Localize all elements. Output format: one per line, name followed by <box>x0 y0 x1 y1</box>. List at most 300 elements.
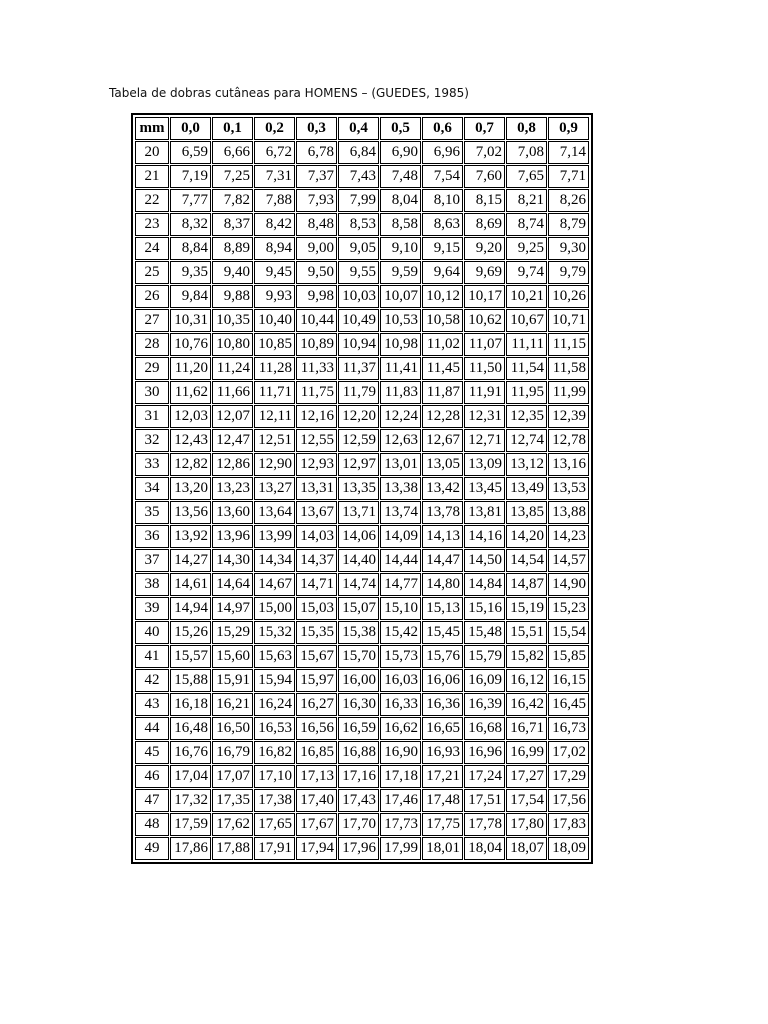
table-cell: 12,07 <box>212 405 253 428</box>
table-cell: 17,35 <box>212 789 253 812</box>
table-cell: 10,76 <box>170 333 211 356</box>
table-cell: 11,87 <box>422 381 463 404</box>
table-cell: 12,78 <box>548 429 589 452</box>
table-cell: 14,03 <box>296 525 337 548</box>
table-cell: 11,71 <box>254 381 295 404</box>
table-cell: 11,66 <box>212 381 253 404</box>
table-cell: 6,84 <box>338 141 379 164</box>
table-cell: 14,27 <box>170 549 211 572</box>
table-cell: 17,99 <box>380 837 421 860</box>
table-cell: 17,04 <box>170 765 211 788</box>
table-cell: 16,24 <box>254 693 295 716</box>
table-cell: 7,54 <box>422 165 463 188</box>
table-row <box>135 549 589 572</box>
row-label-mm: 38 <box>135 573 169 596</box>
table-cell: 13,99 <box>254 525 295 548</box>
table-cell: 12,55 <box>296 429 337 452</box>
table-cell: 13,42 <box>422 477 463 500</box>
table-cell: 8,26 <box>548 189 589 212</box>
table-cell: 13,45 <box>464 477 505 500</box>
column-header-mm: mm <box>135 117 169 140</box>
table-cell: 8,21 <box>506 189 547 212</box>
table-cell: 11,11 <box>506 333 547 356</box>
table-cell: 15,94 <box>254 669 295 692</box>
table-cell: 8,10 <box>422 189 463 212</box>
row-label-mm: 31 <box>135 405 169 428</box>
table-cell: 11,07 <box>464 333 505 356</box>
table-cell: 17,43 <box>338 789 379 812</box>
table-cell: 17,73 <box>380 813 421 836</box>
table-cell: 14,47 <box>422 549 463 572</box>
column-header-decimal: 0,6 <box>422 117 463 140</box>
table-cell: 17,56 <box>548 789 589 812</box>
table-cell: 12,20 <box>338 405 379 428</box>
table-cell: 15,73 <box>380 645 421 668</box>
table-cell: 16,90 <box>380 741 421 764</box>
table-cell: 7,31 <box>254 165 295 188</box>
column-header-decimal: 0,8 <box>506 117 547 140</box>
table-cell: 14,44 <box>380 549 421 572</box>
row-label-mm: 26 <box>135 285 169 308</box>
table-row <box>135 477 589 500</box>
table-cell: 16,79 <box>212 741 253 764</box>
row-label-mm: 39 <box>135 597 169 620</box>
table-row <box>135 453 589 476</box>
table-row <box>135 237 589 260</box>
table-row <box>135 621 589 644</box>
table-cell: 7,25 <box>212 165 253 188</box>
row-label-mm: 34 <box>135 477 169 500</box>
table-cell: 16,36 <box>422 693 463 716</box>
table-cell: 15,51 <box>506 621 547 644</box>
column-header-decimal: 0,4 <box>338 117 379 140</box>
table-cell: 10,07 <box>380 285 421 308</box>
table-row <box>135 189 589 212</box>
table-cell: 17,80 <box>506 813 547 836</box>
table-cell: 9,35 <box>170 261 211 284</box>
table-cell: 16,68 <box>464 717 505 740</box>
table-cell: 17,59 <box>170 813 211 836</box>
table-cell: 10,58 <box>422 309 463 332</box>
table-cell: 8,48 <box>296 213 337 236</box>
table-cell: 16,12 <box>506 669 547 692</box>
table-cell: 15,54 <box>548 621 589 644</box>
column-header-decimal: 0,2 <box>254 117 295 140</box>
table-cell: 17,67 <box>296 813 337 836</box>
table-cell: 13,53 <box>548 477 589 500</box>
table-cell: 17,91 <box>254 837 295 860</box>
table-cell: 17,13 <box>296 765 337 788</box>
table-cell: 16,45 <box>548 693 589 716</box>
skinfold-table-frame <box>131 113 593 864</box>
table-cell: 11,58 <box>548 357 589 380</box>
table-cell: 10,89 <box>296 333 337 356</box>
row-label-mm: 45 <box>135 741 169 764</box>
row-label-mm: 22 <box>135 189 169 212</box>
table-cell: 7,37 <box>296 165 337 188</box>
table-cell: 7,77 <box>170 189 211 212</box>
table-cell: 16,88 <box>338 741 379 764</box>
table-cell: 7,71 <box>548 165 589 188</box>
table-cell: 7,43 <box>338 165 379 188</box>
column-header-decimal: 0,9 <box>548 117 589 140</box>
table-cell: 6,72 <box>254 141 295 164</box>
table-cell: 16,30 <box>338 693 379 716</box>
table-row <box>135 669 589 692</box>
table-cell: 12,39 <box>548 405 589 428</box>
table-cell: 8,69 <box>464 213 505 236</box>
table-body <box>135 141 589 860</box>
table-cell: 16,18 <box>170 693 211 716</box>
table-cell: 8,89 <box>212 237 253 260</box>
table-cell: 14,06 <box>338 525 379 548</box>
table-cell: 12,82 <box>170 453 211 476</box>
table-cell: 14,13 <box>422 525 463 548</box>
table-cell: 15,85 <box>548 645 589 668</box>
table-cell: 15,76 <box>422 645 463 668</box>
table-cell: 12,51 <box>254 429 295 452</box>
table-cell: 14,50 <box>464 549 505 572</box>
row-label-mm: 28 <box>135 333 169 356</box>
table-row <box>135 381 589 404</box>
row-label-mm: 30 <box>135 381 169 404</box>
table-cell: 9,40 <box>212 261 253 284</box>
table-cell: 14,30 <box>212 549 253 572</box>
table-cell: 8,32 <box>170 213 211 236</box>
table-cell: 11,45 <box>422 357 463 380</box>
column-header-decimal: 0,1 <box>212 117 253 140</box>
table-cell: 10,71 <box>548 309 589 332</box>
table-cell: 16,39 <box>464 693 505 716</box>
table-cell: 15,23 <box>548 597 589 620</box>
column-header-decimal: 0,7 <box>464 117 505 140</box>
table-cell: 10,53 <box>380 309 421 332</box>
table-cell: 15,60 <box>212 645 253 668</box>
table-cell: 15,26 <box>170 621 211 644</box>
table-cell: 7,02 <box>464 141 505 164</box>
table-row <box>135 813 589 836</box>
table-row <box>135 693 589 716</box>
table-cell: 13,09 <box>464 453 505 476</box>
table-cell: 16,65 <box>422 717 463 740</box>
table-cell: 9,20 <box>464 237 505 260</box>
row-label-mm: 47 <box>135 789 169 812</box>
table-cell: 11,91 <box>464 381 505 404</box>
table-cell: 17,54 <box>506 789 547 812</box>
table-cell: 14,54 <box>506 549 547 572</box>
table-cell: 11,54 <box>506 357 547 380</box>
table-cell: 15,45 <box>422 621 463 644</box>
table-cell: 13,60 <box>212 501 253 524</box>
row-label-mm: 20 <box>135 141 169 164</box>
table-cell: 8,42 <box>254 213 295 236</box>
table-cell: 17,46 <box>380 789 421 812</box>
row-label-mm: 21 <box>135 165 169 188</box>
table-cell: 13,12 <box>506 453 547 476</box>
table-row <box>135 765 589 788</box>
table-cell: 10,49 <box>338 309 379 332</box>
table-cell: 12,86 <box>212 453 253 476</box>
table-cell: 14,94 <box>170 597 211 620</box>
row-label-mm: 23 <box>135 213 169 236</box>
table-cell: 13,35 <box>338 477 379 500</box>
table-cell: 16,99 <box>506 741 547 764</box>
table-cell: 17,51 <box>464 789 505 812</box>
table-cell: 16,00 <box>338 669 379 692</box>
table-cell: 15,70 <box>338 645 379 668</box>
table-cell: 16,15 <box>548 669 589 692</box>
table-cell: 17,24 <box>464 765 505 788</box>
table-cell: 7,93 <box>296 189 337 212</box>
table-cell: 9,00 <box>296 237 337 260</box>
table-cell: 8,53 <box>338 213 379 236</box>
table-cell: 17,16 <box>338 765 379 788</box>
table-cell: 14,67 <box>254 573 295 596</box>
table-cell: 11,41 <box>380 357 421 380</box>
table-cell: 15,67 <box>296 645 337 668</box>
row-label-mm: 40 <box>135 621 169 644</box>
table-cell: 9,15 <box>422 237 463 260</box>
column-header-decimal: 0,3 <box>296 117 337 140</box>
table-cell: 14,61 <box>170 573 211 596</box>
table-cell: 8,84 <box>170 237 211 260</box>
table-cell: 15,97 <box>296 669 337 692</box>
table-cell: 15,57 <box>170 645 211 668</box>
table-cell: 11,95 <box>506 381 547 404</box>
table-cell: 14,20 <box>506 525 547 548</box>
table-cell: 17,21 <box>422 765 463 788</box>
table-cell: 9,74 <box>506 261 547 284</box>
table-cell: 7,19 <box>170 165 211 188</box>
table-cell: 15,63 <box>254 645 295 668</box>
table-cell: 9,64 <box>422 261 463 284</box>
table-cell: 10,17 <box>464 285 505 308</box>
table-cell: 17,02 <box>548 741 589 764</box>
table-cell: 16,06 <box>422 669 463 692</box>
table-row <box>135 333 589 356</box>
table-cell: 16,03 <box>380 669 421 692</box>
table-cell: 10,35 <box>212 309 253 332</box>
table-cell: 13,27 <box>254 477 295 500</box>
row-label-mm: 37 <box>135 549 169 572</box>
table-cell: 14,09 <box>380 525 421 548</box>
table-cell: 6,59 <box>170 141 211 164</box>
table-cell: 11,50 <box>464 357 505 380</box>
table-cell: 9,93 <box>254 285 295 308</box>
table-row <box>135 165 589 188</box>
table-cell: 7,82 <box>212 189 253 212</box>
table-cell: 13,20 <box>170 477 211 500</box>
table-cell: 16,48 <box>170 717 211 740</box>
table-cell: 13,38 <box>380 477 421 500</box>
table-row <box>135 261 589 284</box>
table-cell: 10,94 <box>338 333 379 356</box>
table-cell: 11,20 <box>170 357 211 380</box>
table-cell: 11,37 <box>338 357 379 380</box>
row-label-mm: 44 <box>135 717 169 740</box>
table-cell: 16,56 <box>296 717 337 740</box>
table-cell: 18,01 <box>422 837 463 860</box>
table-cell: 11,62 <box>170 381 211 404</box>
table-cell: 13,74 <box>380 501 421 524</box>
table-cell: 11,28 <box>254 357 295 380</box>
table-cell: 12,59 <box>338 429 379 452</box>
table-cell: 14,34 <box>254 549 295 572</box>
table-cell: 7,48 <box>380 165 421 188</box>
table-cell: 6,78 <box>296 141 337 164</box>
table-cell: 14,74 <box>338 573 379 596</box>
table-cell: 17,75 <box>422 813 463 836</box>
table-cell: 9,69 <box>464 261 505 284</box>
table-cell: 14,40 <box>338 549 379 572</box>
table-cell: 13,31 <box>296 477 337 500</box>
skinfold-table <box>134 116 590 861</box>
table-cell: 16,33 <box>380 693 421 716</box>
table-cell: 15,38 <box>338 621 379 644</box>
table-cell: 10,80 <box>212 333 253 356</box>
table-cell: 17,88 <box>212 837 253 860</box>
table-cell: 16,96 <box>464 741 505 764</box>
table-cell: 7,08 <box>506 141 547 164</box>
table-cell: 15,48 <box>464 621 505 644</box>
table-cell: 9,50 <box>296 261 337 284</box>
table-cell: 17,62 <box>212 813 253 836</box>
row-label-mm: 27 <box>135 309 169 332</box>
table-cell: 16,62 <box>380 717 421 740</box>
table-cell: 15,16 <box>464 597 505 620</box>
table-cell: 10,98 <box>380 333 421 356</box>
table-cell: 8,15 <box>464 189 505 212</box>
table-cell: 13,01 <box>380 453 421 476</box>
table-cell: 17,18 <box>380 765 421 788</box>
table-cell: 11,79 <box>338 381 379 404</box>
table-cell: 6,90 <box>380 141 421 164</box>
table-cell: 8,79 <box>548 213 589 236</box>
table-cell: 14,23 <box>548 525 589 548</box>
table-cell: 14,84 <box>464 573 505 596</box>
table-cell: 17,48 <box>422 789 463 812</box>
table-cell: 12,16 <box>296 405 337 428</box>
table-cell: 14,57 <box>548 549 589 572</box>
table-cell: 14,16 <box>464 525 505 548</box>
table-cell: 17,07 <box>212 765 253 788</box>
table-cell: 12,93 <box>296 453 337 476</box>
table-row <box>135 141 589 164</box>
table-cell: 12,90 <box>254 453 295 476</box>
table-cell: 8,37 <box>212 213 253 236</box>
table-cell: 8,04 <box>380 189 421 212</box>
table-row <box>135 405 589 428</box>
table-cell: 17,38 <box>254 789 295 812</box>
table-cell: 7,60 <box>464 165 505 188</box>
table-cell: 17,27 <box>506 765 547 788</box>
table-row <box>135 501 589 524</box>
table-cell: 14,90 <box>548 573 589 596</box>
table-cell: 16,73 <box>548 717 589 740</box>
table-cell: 12,97 <box>338 453 379 476</box>
table-cell: 17,32 <box>170 789 211 812</box>
table-cell: 16,53 <box>254 717 295 740</box>
table-cell: 17,86 <box>170 837 211 860</box>
table-cell: 15,35 <box>296 621 337 644</box>
table-row <box>135 645 589 668</box>
table-row <box>135 837 589 860</box>
table-cell: 11,33 <box>296 357 337 380</box>
table-cell: 16,82 <box>254 741 295 764</box>
table-cell: 16,59 <box>338 717 379 740</box>
table-cell: 12,63 <box>380 429 421 452</box>
row-label-mm: 29 <box>135 357 169 380</box>
row-label-mm: 48 <box>135 813 169 836</box>
table-cell: 13,16 <box>548 453 589 476</box>
table-header-row <box>135 117 589 140</box>
table-cell: 9,79 <box>548 261 589 284</box>
table-cell: 15,00 <box>254 597 295 620</box>
table-cell: 9,45 <box>254 261 295 284</box>
table-cell: 9,98 <box>296 285 337 308</box>
table-cell: 10,26 <box>548 285 589 308</box>
table-cell: 12,43 <box>170 429 211 452</box>
table-row <box>135 741 589 764</box>
table-cell: 13,96 <box>212 525 253 548</box>
table-cell: 6,96 <box>422 141 463 164</box>
table-row <box>135 525 589 548</box>
table-row <box>135 285 589 308</box>
table-cell: 16,50 <box>212 717 253 740</box>
table-cell: 16,09 <box>464 669 505 692</box>
table-cell: 11,02 <box>422 333 463 356</box>
table-cell: 13,92 <box>170 525 211 548</box>
table-cell: 9,84 <box>170 285 211 308</box>
table-cell: 14,77 <box>380 573 421 596</box>
table-row <box>135 717 589 740</box>
table-cell: 8,94 <box>254 237 295 260</box>
table-cell: 16,42 <box>506 693 547 716</box>
table-cell: 7,88 <box>254 189 295 212</box>
table-cell: 9,59 <box>380 261 421 284</box>
table-cell: 8,63 <box>422 213 463 236</box>
table-cell: 12,47 <box>212 429 253 452</box>
table-cell: 17,10 <box>254 765 295 788</box>
table-cell: 18,09 <box>548 837 589 860</box>
table-cell: 13,64 <box>254 501 295 524</box>
table-cell: 9,55 <box>338 261 379 284</box>
table-cell: 17,70 <box>338 813 379 836</box>
table-cell: 13,78 <box>422 501 463 524</box>
table-cell: 12,24 <box>380 405 421 428</box>
table-cell: 12,28 <box>422 405 463 428</box>
row-label-mm: 42 <box>135 669 169 692</box>
table-cell: 11,24 <box>212 357 253 380</box>
table-cell: 13,05 <box>422 453 463 476</box>
table-cell: 13,71 <box>338 501 379 524</box>
table-cell: 13,67 <box>296 501 337 524</box>
table-cell: 13,85 <box>506 501 547 524</box>
table-cell: 10,03 <box>338 285 379 308</box>
row-label-mm: 33 <box>135 453 169 476</box>
table-row <box>135 309 589 332</box>
table-cell: 10,12 <box>422 285 463 308</box>
table-cell: 12,11 <box>254 405 295 428</box>
table-cell: 17,83 <box>548 813 589 836</box>
table-cell: 10,40 <box>254 309 295 332</box>
table-cell: 12,74 <box>506 429 547 452</box>
table-cell: 7,99 <box>338 189 379 212</box>
column-header-decimal: 0,0 <box>170 117 211 140</box>
table-cell: 7,65 <box>506 165 547 188</box>
table-cell: 12,35 <box>506 405 547 428</box>
column-header-decimal: 0,5 <box>380 117 421 140</box>
